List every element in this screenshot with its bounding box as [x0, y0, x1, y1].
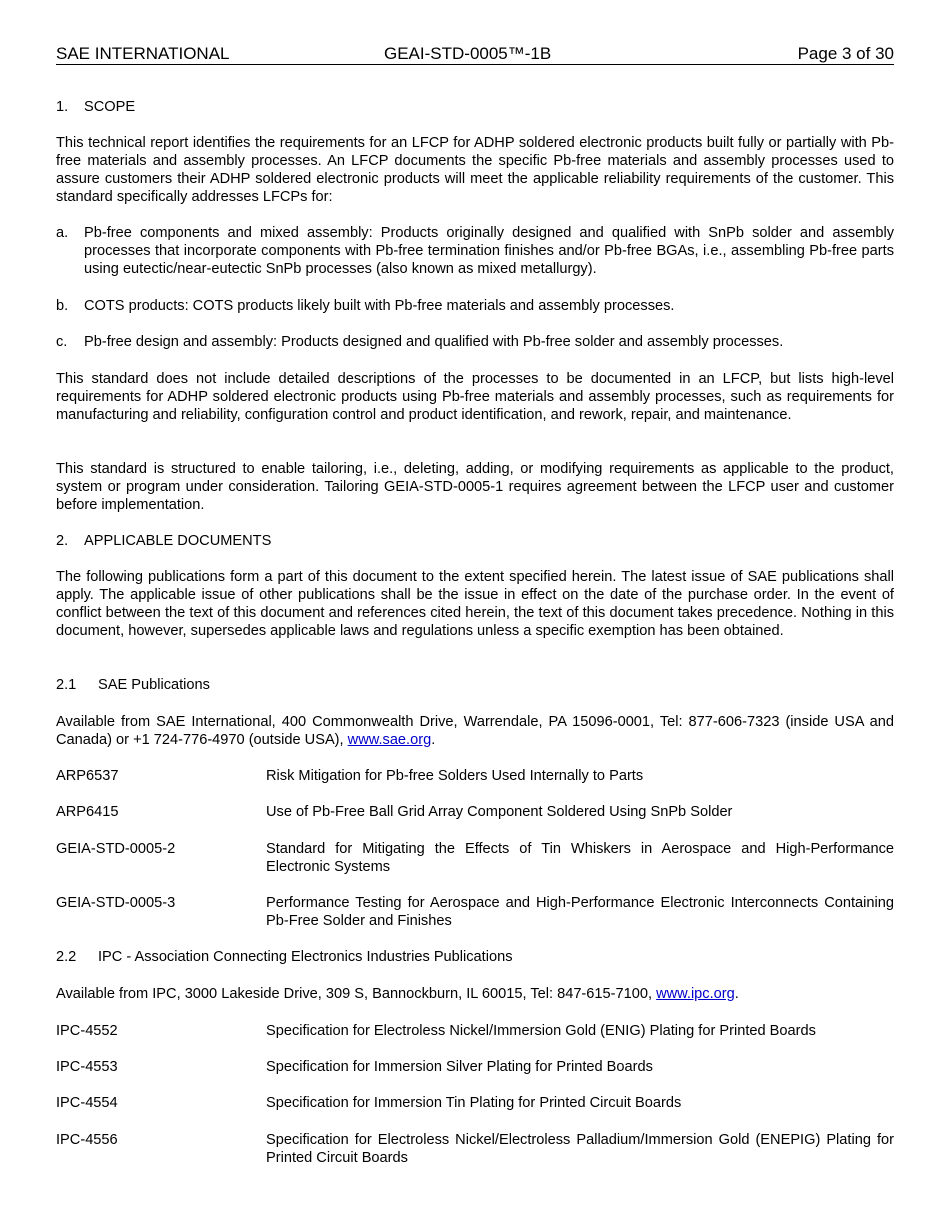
reference-description: Performance Testing for Aerospace and High-Performance Electronic Interconnects Containing Pb-Free Solder and Finishes: [266, 895, 894, 929]
reference-description: Specification for Electroless Nickel/Electroless Palladium/Immersion Gold (ENEPIG) Plating for Printed Circuit Boards: [266, 1132, 894, 1166]
section-2-paragraph: The following publications form a part of this document to the extent specified herein. The latest issue of SAE publications shall apply. The applicable issue of other publications shall be the issue in effect on the date of the purchase order. In the event of conflict between the text of this document and references cited herein, the text of this document takes precedence. Nothing in this document, however, supersedes applicable laws and regulations unless a specific exemption has been obtained.: [56, 569, 894, 639]
reference-description: Standard for Mitigating the Effects of Tin Whiskers in Aerospace and High-Performance Electronic Systems: [266, 841, 894, 875]
list-item-text: Pb-free components and mixed assembly: Products originally designed and qualified with SnPb solder and assembly processes that incorporate components with Pb-free termination finishes and/or Pb-free BGAs, i.e., assembling Pb-free parts using eutectic/near-eutectic SnPb processes (also known as mixed metallurgy).: [84, 225, 894, 277]
list-item-c: [56, 333, 894, 351]
reference-entry: [56, 840, 894, 876]
reference-description: Specification for Electroless Nickel/Immersion Gold (ENIG) Plating for Printed Boards: [266, 1023, 816, 1039]
list-marker: c.: [56, 334, 68, 350]
header-doc-id: GEAI-STD-0005™-1B: [384, 44, 552, 63]
reference-entry: [56, 1058, 894, 1076]
header-org: SAE INTERNATIONAL: [56, 44, 230, 63]
section-2-1-number: 2.1: [56, 677, 77, 693]
list-marker: b.: [56, 298, 69, 314]
reference-description: Use of Pb-Free Ball Grid Array Component Soldered Using SnPb Solder: [266, 804, 733, 820]
sae-availability-end: .: [431, 732, 436, 748]
reference-code: ARP6537: [56, 768, 119, 784]
section-2-title: APPLICABLE DOCUMENTS: [84, 533, 272, 549]
section-1-heading: [56, 98, 894, 116]
reference-entry: [56, 894, 894, 930]
list-item-text: Pb-free design and assembly: Products designed and qualified with Pb-free solder and assembly processes.: [84, 334, 784, 350]
ipc-availability-text: Available from IPC, 3000 Lakeside Drive, 309 S, Bannockburn, IL 60015, Tel: 847-615-7100,: [56, 986, 657, 1002]
reference-description: Specification for Immersion Tin Plating for Printed Circuit Boards: [266, 1095, 682, 1111]
sae-website-link[interactable]: www.sae.org: [347, 732, 432, 748]
section-2-number: 2.: [56, 533, 69, 549]
ipc-website-link[interactable]: www.ipc.org: [656, 986, 735, 1002]
reference-code: IPC-4552: [56, 1023, 118, 1039]
reference-entry: [56, 1094, 894, 1112]
reference-code: GEIA-STD-0005-2: [56, 841, 176, 857]
section-1-title: SCOPE: [84, 99, 136, 115]
reference-code: GEIA-STD-0005-3: [56, 895, 176, 911]
reference-description: Risk Mitigation for Pb-free Solders Used Internally to Parts: [266, 768, 644, 784]
section-2-1-title: SAE Publications: [98, 677, 210, 693]
section-1-paragraph-3: This standard is structured to enable tailoring, i.e., deleting, adding, or modifying requirements as applicable to the product, system or program under consideration. Tailoring GEIA-STD-0005-1 requires agreement between the LFCP user and customer before implementation.: [56, 461, 894, 513]
section-2-2-title: IPC - Association Connecting Electronics Industries Publications: [98, 949, 513, 965]
sae-availability: [56, 713, 894, 749]
reference-description: Specification for Immersion Silver Plating for Printed Boards: [266, 1059, 653, 1075]
list-marker: a.: [56, 225, 69, 241]
ipc-availability-end: .: [734, 986, 739, 1002]
ipc-availability: [56, 985, 894, 1003]
reference-entry: [56, 1131, 894, 1167]
section-1-paragraph-1: This technical report identifies the requirements for an LFCP for ADHP soldered electronic products built fully or partially with Pb-free materials and assembly processes. An LFCP documents the specific Pb-free materials and assembly processes used to assure customers their ADHP soldered electronic products will meet the applicable reliability requirements of the customer. This standard specifically addresses LFCPs for:: [56, 135, 894, 205]
section-1-paragraph-2: This standard does not include detailed descriptions of the processes to be documented in an LFCP, but lists high-level requirements for ADHP soldered electronic products using Pb-free materials and assembly processes, such as requirements for manufacturing and reliability, configuration control and product identification, and rework, repair, and maintenance.: [56, 371, 894, 423]
list-item-text: COTS products: COTS products likely built with Pb-free materials and assembly processes.: [84, 298, 675, 314]
reference-entry: [56, 1022, 894, 1040]
list-item-b: [56, 297, 894, 315]
section-1-number: 1.: [56, 99, 69, 115]
section-2-heading: [56, 532, 894, 550]
reference-code: ARP6415: [56, 804, 119, 820]
sae-availability-text: Available from SAE International, 400 Commonwealth Drive, Warrendale, PA 15096-0001, Tel: 877-606-7323 (inside USA and Canada) or +1 724-776-4970 (outside USA),: [56, 714, 894, 748]
reference-entry: [56, 803, 894, 821]
reference-entry: [56, 767, 894, 785]
reference-code: IPC-4556: [56, 1132, 118, 1148]
section-2-2-heading: [56, 948, 894, 966]
header-page-number: Page 3 of 30: [797, 44, 894, 63]
section-2-1-heading: [56, 676, 894, 694]
list-item-a: [56, 224, 894, 278]
section-2-2-number: 2.2: [56, 949, 77, 965]
reference-code: IPC-4554: [56, 1095, 118, 1111]
running-header: [56, 44, 894, 65]
reference-code: IPC-4553: [56, 1059, 118, 1075]
